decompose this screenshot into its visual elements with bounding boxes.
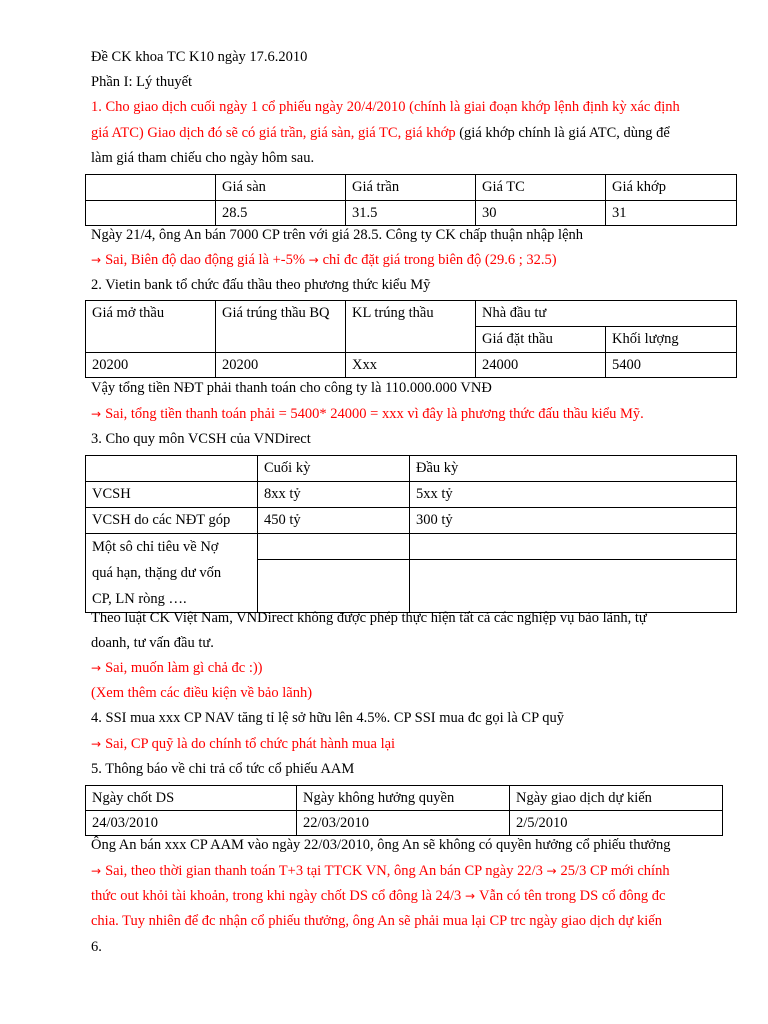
answer-text: Sai, Biên độ dao động giá là +-5%	[105, 252, 309, 268]
table-cell	[258, 534, 410, 560]
question-3-statement-line-1: Theo luật CK Việt Nam, VNDirect không được phép thực hiện tất cả các nghiệp vụ bảo lãnh, tự	[91, 610, 647, 626]
table-header-cell: Giá TC	[476, 175, 606, 201]
table-cell	[410, 559, 737, 612]
answer-text: chỉ đc đặt giá trong biên độ (29.6 ; 32.5)	[322, 252, 557, 268]
answer-text: Sai, theo thời gian thanh toán T+3 tại TTCK VN, ông An bán CP ngày 22/3	[105, 863, 547, 879]
answer-text: Sai, tổng tiền thanh toán phải = 5400* 24000 = xxx vì đây là phương thức đấu thầu kiểu Mỹ.	[105, 406, 644, 422]
table-cell: Xxx	[346, 353, 476, 378]
table-header-cell: Giá khớp	[606, 175, 737, 201]
table-header-cell: Ngày không hưởng quyền	[297, 786, 510, 811]
dividend-table	[85, 785, 723, 836]
equity-table	[85, 455, 737, 613]
table-row	[86, 353, 737, 378]
question-1-statement: Ngày 21/4, ông An bán 7000 CP trên với giá 28.5. Công ty CK chấp thuận nhập lệnh	[91, 227, 584, 243]
question-3-line-1: 3. Cho quy môn VCSH của VNDirect	[91, 431, 311, 447]
question-1-line-2	[91, 124, 670, 142]
table-cell: 22/03/2010	[297, 811, 510, 836]
arrow-right-icon: →	[91, 864, 102, 878]
table-cell: 450 tỷ	[258, 508, 410, 534]
table-cell	[86, 534, 258, 613]
question-5-line-1: 5. Thông báo về chi trả cổ tức cổ phiếu AAM	[91, 761, 355, 777]
question-1-note: (giá khớp chính là giá ATC, dùng để	[455, 125, 670, 141]
question-4-line-1: 4. SSI mua xxx CP NAV tăng tỉ lệ sở hữu lên 4.5%. CP SSI mua đc gọi là CP quỹ	[91, 710, 564, 726]
table-cell	[258, 559, 410, 612]
table-row	[86, 786, 723, 811]
arrow-right-icon: →	[91, 737, 102, 751]
table-header-cell: Đầu kỳ	[410, 456, 737, 482]
arrow-right-icon: →	[546, 864, 557, 878]
question-1-line-3: làm giá tham chiếu cho ngày hôm sau.	[91, 150, 315, 166]
table-cell: 8xx tỷ	[258, 482, 410, 508]
question-2-line-1: 2. Vietin bank tổ chức đấu thầu theo phương thức kiểu Mỹ	[91, 277, 431, 293]
section-heading: Phần I: Lý thuyết	[91, 74, 193, 90]
table-cell	[86, 456, 258, 482]
table-cell: 5xx tỷ	[410, 482, 737, 508]
question-3-answer	[91, 659, 263, 677]
table-cell: 28.5	[216, 201, 346, 226]
table-cell: 31.5	[346, 201, 476, 226]
arrow-right-icon: →	[308, 253, 319, 267]
table-cell: 20200	[216, 353, 346, 378]
table-cell: 300 tỷ	[410, 508, 737, 534]
question-1-line-1: 1. Cho giao dịch cuối ngày 1 cổ phiếu ngày 20/4/2010 (chính là giai đoạn khớp lệnh định kỳ xác định	[91, 99, 680, 115]
table-cell	[86, 201, 216, 226]
arrow-right-icon: →	[91, 407, 102, 421]
doc-title: Đề CK khoa TC K10 ngày 17.6.2010	[91, 49, 308, 65]
table-row	[86, 534, 737, 560]
table-header-cell: Cuối kỳ	[258, 456, 410, 482]
table-header-cell: KL trúng thầu	[346, 301, 476, 353]
question-2-answer	[91, 405, 644, 423]
table-header-cell	[86, 175, 216, 201]
answer-text: Vẫn có tên trong DS cổ đông đc	[479, 888, 666, 904]
table-cell: 24/03/2010	[86, 811, 297, 836]
table-row	[86, 201, 737, 226]
table-header-cell: Giá sàn	[216, 175, 346, 201]
table-cell: 20200	[86, 353, 216, 378]
question-5-answer-line-3: chia. Tuy nhiên để đc nhận cổ phiếu thưởng, ông An sẽ phải mua lại CP trc ngày giao dịch dự kiến	[91, 913, 662, 929]
table-cell: 5400	[606, 353, 737, 378]
table-header-cell: Giá trúng thầu BQ	[216, 301, 346, 353]
question-2-statement: Vậy tổng tiền NĐT phải thanh toán cho công ty là 110.000.000 VNĐ	[91, 380, 492, 396]
table-cell: 2/5/2010	[510, 811, 723, 836]
question-5-answer-line-2	[91, 887, 665, 905]
answer-text: thức out khỏi tài khoản, trong khi ngày chốt DS cổ đông là 24/3	[91, 888, 465, 904]
price-table	[85, 174, 737, 226]
answer-text: 25/3 CP mới chính	[560, 863, 670, 879]
question-4-answer	[91, 735, 395, 753]
question-3-note: (Xem thêm các điều kiện về bảo lãnh)	[91, 685, 313, 701]
question-3-statement-line-2: doanh, tư vấn đầu tư.	[91, 635, 214, 651]
arrow-right-icon: →	[91, 661, 102, 675]
question-5-answer-line-1	[91, 862, 670, 880]
table-header-cell: Giá trần	[346, 175, 476, 201]
table-row	[86, 482, 737, 508]
arrow-right-icon: →	[91, 253, 102, 267]
answer-text: Sai, CP quỹ là do chính tổ chức phát hành mua lại	[105, 736, 396, 752]
question-1-answer	[91, 251, 557, 269]
table-header-cell: Nhà đầu tư	[476, 301, 737, 327]
table-cell: VCSH do các NĐT góp	[86, 508, 258, 534]
table-row	[86, 301, 737, 327]
table-header-cell: Ngày chốt DS	[86, 786, 297, 811]
table-cell: 31	[606, 201, 737, 226]
question-5-statement: Ông An bán xxx CP AAM vào ngày 22/03/2010, ông An sẽ không có quyền hưởng cổ phiếu thưởng	[91, 837, 671, 853]
auction-table	[85, 300, 737, 378]
answer-text: Sai, muốn làm gì chả đc :))	[105, 660, 263, 676]
table-cell: 30	[476, 201, 606, 226]
table-header-cell: Giá đặt thầu	[476, 327, 606, 353]
cell-line: quá hạn, thặng dư vốn	[92, 565, 222, 581]
table-cell: VCSH	[86, 482, 258, 508]
cell-line: CP, LN ròng ….	[92, 591, 187, 607]
table-row	[86, 811, 723, 836]
table-cell: 24000	[476, 353, 606, 378]
arrow-right-icon: →	[464, 889, 475, 903]
table-header-cell: Giá mở thầu	[86, 301, 216, 353]
table-row	[86, 456, 737, 482]
table-header-cell: Khối lượng	[606, 327, 737, 353]
table-cell	[410, 534, 737, 560]
question-6-number: 6.	[91, 939, 102, 955]
table-row	[86, 508, 737, 534]
question-1-highlight: giá ATC) Giao dịch đó sẽ có giá trần, giá sàn, giá TC, giá khớp	[91, 125, 456, 141]
table-header-cell: Ngày giao dịch dự kiến	[510, 786, 723, 811]
cell-line: Một sô chỉ tiêu về Nợ	[92, 539, 219, 555]
table-row	[86, 175, 737, 201]
